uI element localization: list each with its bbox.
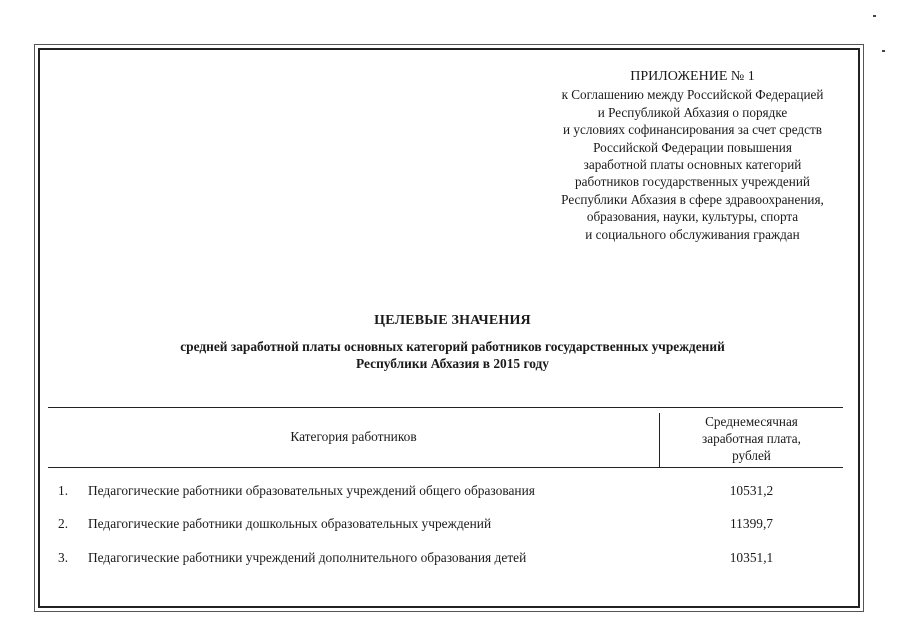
table-header-salary [660,413,843,464]
annex-block [520,68,865,243]
annex-title: ПРИЛОЖЕНИЕ № 1 [630,69,755,84]
table-top-rule [48,407,843,408]
row-number: 3. [58,550,69,565]
annex-line: заработной платы основных категорий [583,157,802,173]
document-title: ЦЕЛЕВЫЕ ЗНАЧЕНИЯ [374,313,531,328]
document-subtitle-line2: Республики Абхазия в 2015 году [356,356,549,371]
row-category: Педагогические работники учреждений дополнительного образования детей [88,550,527,565]
document-subtitle-line1: средней заработной платы основных категорий работников государственных учреждений [180,339,725,354]
row-number: 1. [58,483,69,498]
row-category: Педагогические работники образовательных учреждений общего образования [88,483,535,498]
annex-line: и Республикой Абхазия о порядке [597,104,788,120]
table-header-salary-line: заработная плата, [702,431,801,446]
table-header-salary-line: рублей [732,448,771,463]
row-salary-value: 10531,2 [729,483,774,498]
annex-line: Республики Абхазия в сфере здравоохранения, [561,191,824,207]
table-header-rule [48,467,843,468]
row-salary-value: 11399,7 [729,516,774,531]
table-header-category: Категория работников [290,429,417,444]
annex-line: и условиях софинансирования за счет средств [563,122,822,138]
table-header-salary-line: Среднемесячная [705,414,798,429]
annex-line: образования, науки, культуры, спорта [586,209,799,225]
table-row [48,516,843,536]
row-category: Педагогические работники дошкольных образовательных учреждений [88,516,492,531]
annex-line: Российской Федерации повышения [593,139,792,155]
annex-line: и социального обслуживания граждан [585,226,800,242]
annex-line: работников государственных учреждений [575,174,810,190]
scan-speck [882,50,885,52]
row-salary-value: 10351,1 [729,550,774,565]
table-row [48,483,843,503]
row-number: 2. [58,516,69,531]
table-row [48,550,843,570]
annex-line: к Соглашению между Российской Федерацией [561,87,824,103]
scan-speck [873,15,876,17]
